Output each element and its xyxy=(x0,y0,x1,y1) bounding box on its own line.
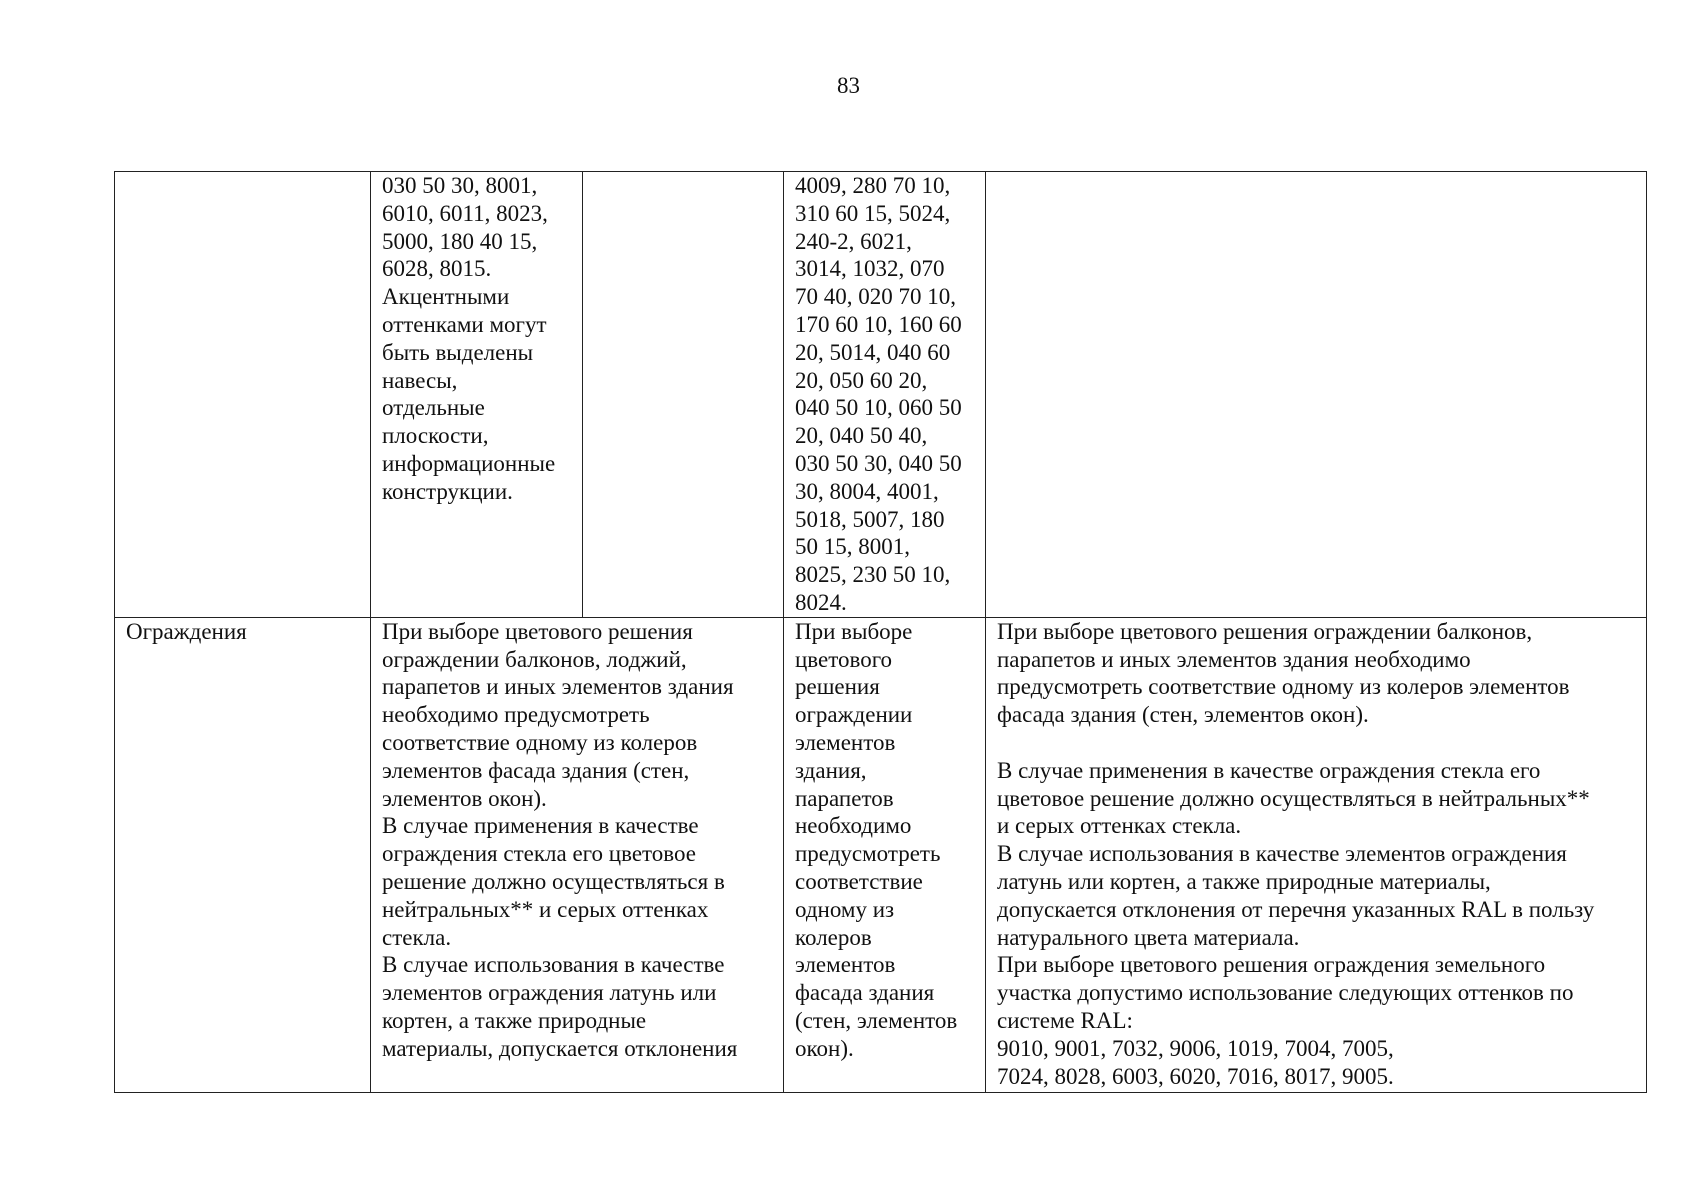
text-line: решение должно осуществляться в xyxy=(382,868,725,894)
text-line: 030 50 30, 040 50 xyxy=(795,450,962,476)
text-line: 9010, 9001, 7032, 9006, 1019, 7004, 7005, xyxy=(997,1035,1394,1061)
text-line: нейтральных** и серых оттенках xyxy=(382,896,709,922)
text-line: конструкции. xyxy=(382,478,513,504)
text-line: навесы, xyxy=(382,367,458,393)
text-line: 8024. xyxy=(795,589,847,615)
text-line: парапетов и иных элементов здания xyxy=(382,674,734,700)
text-line: плоскости, xyxy=(382,423,489,449)
text-line: При выборе цветового решения ограждении балконов, xyxy=(997,618,1533,644)
text-line: предусмотреть соответствие одному из колеров элементов xyxy=(997,674,1570,700)
text-line: 3014, 1032, 070 xyxy=(795,256,945,282)
row1-col4-cell xyxy=(784,172,986,618)
text-line: парапетов и иных элементов здания необходимо xyxy=(997,646,1471,672)
text-line: 30, 8004, 4001, xyxy=(795,478,939,504)
text-line: здания, xyxy=(795,757,867,783)
text-line: участка допустимо использование следующих оттенков по xyxy=(997,980,1574,1006)
row2-col5-cell xyxy=(986,617,1647,1092)
text-line: элементов ограждения латунь или xyxy=(382,980,717,1006)
text-line: 5018, 5007, 180 xyxy=(795,506,945,532)
color-scheme-table xyxy=(114,171,1647,1093)
text-line: 20, 5014, 040 60 xyxy=(795,339,951,365)
table-row xyxy=(115,617,1647,1092)
text-line: элементов xyxy=(795,952,896,978)
text-line: окон). xyxy=(795,1035,854,1061)
text-line: кортен, а также природные xyxy=(382,1007,647,1033)
text-line: 310 60 15, 5024, xyxy=(795,200,951,226)
text-line: 50 15, 8001, xyxy=(795,534,910,560)
text-line: парапетов xyxy=(795,785,894,811)
text-line: (стен, элементов xyxy=(795,1007,958,1033)
text-line: ограждении балконов, лоджий, xyxy=(382,646,687,672)
text-line: 7024, 8028, 6003, 6020, 7016, 8017, 9005. xyxy=(997,1063,1394,1089)
text-line: информационные xyxy=(382,450,556,476)
text-line: элементов фасада здания (стен, xyxy=(382,757,690,783)
row1-col1-cell xyxy=(115,172,371,618)
text-line: При выборе цветового решения ограждения земельного xyxy=(997,952,1546,978)
text-line: допускается отклонения от перечня указанных RAL в пользу xyxy=(997,896,1595,922)
text-line: 6010, 6011, 8023, xyxy=(382,200,548,226)
text-line: отдельные xyxy=(382,395,485,421)
text-line: натурального цвета материала. xyxy=(997,924,1300,950)
text-line: 040 50 10, 060 50 xyxy=(795,395,962,421)
text-line: 4009, 280 70 10, xyxy=(795,173,951,198)
text-line: необходимо xyxy=(795,813,912,839)
text-line: 6028, 8015. xyxy=(382,256,492,282)
page-number: 83 xyxy=(837,73,860,98)
text-line: элементов xyxy=(795,729,896,755)
text-line: одному из xyxy=(795,896,895,922)
text-line: 20, 050 60 20, xyxy=(795,367,928,393)
row2-category-cell xyxy=(115,617,371,1092)
text-line: 5000, 180 40 15, xyxy=(382,228,538,254)
blank-line xyxy=(997,729,1636,757)
row2-col2-cell xyxy=(371,617,784,1092)
text-line: фасада здания (стен, элементов окон). xyxy=(997,702,1369,728)
row2-col4-cell xyxy=(784,617,986,1092)
row1-col3-cell xyxy=(583,172,784,618)
table-row xyxy=(115,172,1647,618)
text-line: соответствие одному из колеров xyxy=(382,729,698,755)
text-line: фасада здания xyxy=(795,980,935,1006)
text-line: В случае использования в качестве элементов ограждения xyxy=(997,841,1567,867)
text-line: цветовое решение должно осуществляться в нейтральных** xyxy=(997,785,1590,811)
text-line: В случае применения в качестве xyxy=(382,813,699,839)
text-line: системе RAL: xyxy=(997,1007,1133,1033)
text-line: соответствие xyxy=(795,868,923,894)
text-line: Акцентными xyxy=(382,284,510,310)
text-line: материалы, допускается отклонения xyxy=(382,1035,738,1061)
text-line: 8025, 230 50 10, xyxy=(795,562,951,588)
text-line: необходимо предусмотреть xyxy=(382,702,650,728)
text-line: ограждении xyxy=(795,702,913,728)
text-line: 20, 040 50 40, xyxy=(795,423,928,449)
text-line: цветового xyxy=(795,646,893,672)
text-line: колеров xyxy=(795,924,872,950)
text-line: 240-2, 6021, xyxy=(795,228,912,254)
text-line: 030 50 30, 8001, xyxy=(382,173,538,198)
text-line: стекла. xyxy=(382,924,452,950)
text-line: 170 60 10, 160 60 xyxy=(795,311,962,337)
text-line: оттенками могут xyxy=(382,311,547,337)
text-line: латунь или кортен, а также природные материалы, xyxy=(997,868,1491,894)
text-line: и серых оттенках стекла. xyxy=(997,813,1242,839)
text-line: ограждения стекла его цветовое xyxy=(382,841,696,867)
text-line: Ограждения xyxy=(126,618,247,644)
row1-col2-cell xyxy=(371,172,583,618)
text-line: В случае использования в качестве xyxy=(382,952,725,978)
text-line: решения xyxy=(795,674,880,700)
text-line: 70 40, 020 70 10, xyxy=(795,284,956,310)
text-line: быть выделены xyxy=(382,339,534,365)
text-line: элементов окон). xyxy=(382,785,547,811)
text-line: При выборе xyxy=(795,618,913,644)
row1-col5-cell xyxy=(986,172,1647,618)
text-line: При выборе цветового решения xyxy=(382,618,693,644)
text-line: В случае применения в качестве ограждения стекла его xyxy=(997,757,1541,783)
text-line: предусмотреть xyxy=(795,841,941,867)
